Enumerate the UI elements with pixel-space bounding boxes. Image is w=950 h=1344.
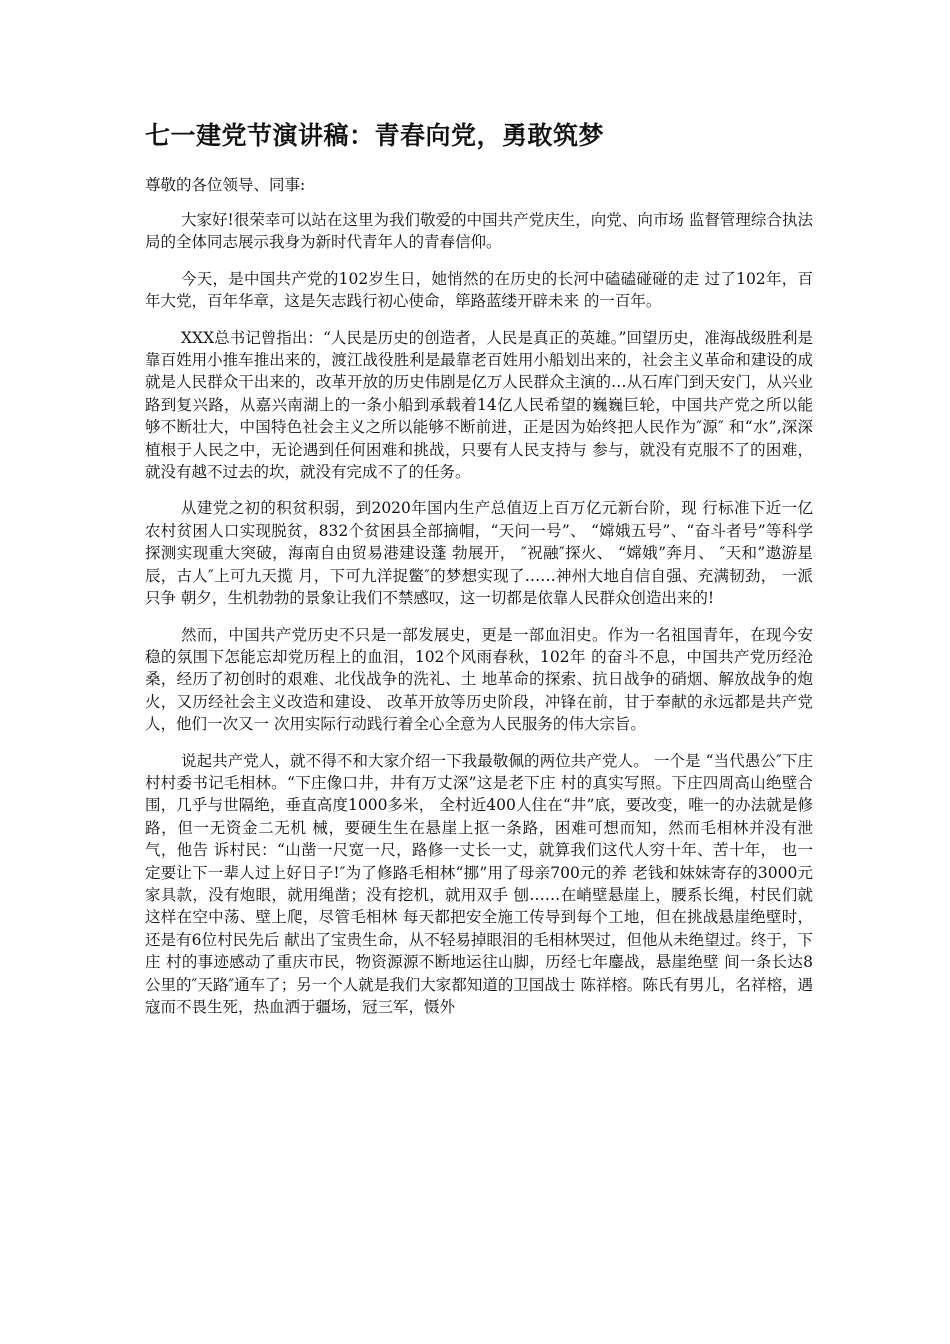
document-body	[145, 209, 813, 1032]
document-title: 七一建党节演讲稿：青春向党，勇敢筑梦	[145, 121, 605, 150]
paragraph-greeting: 大家好!很荣幸可以站在这里为我们敬爱的中国共产党庆生，向党、向市场 监督管理综合执法局的全体同志展示我身为新时代青年人的青春信仰。	[145, 211, 813, 252]
salutation: 尊敬的各位领导、同事:	[145, 176, 306, 194]
paragraph-anniversary: 今天，是中国共产党的102岁生日，她悄然的在历史的长河中磕磕碰碰的走 过了102年，百年大党，百年华章，这是矢志践行初心使命，筚路蓝缕开辟未来 的一百年。	[145, 269, 813, 311]
paragraph-party-history: 然而，中国共产党历史不只是一部发展史，更是一部血泪史。作为一名祖国青年，在现今安稳的氛围下怎能忘却党历程上的血泪，102个风雨春秋，102年 的奋斗不息，中国共产党历经沧桑，经历了初创时的艰难、北伐战争的洗礼、土 地革命的探索、抗日战争的硝烟、解放战争的炮火，又历经社会主义改造和建设、 改革开放等历史阶段，冲锋在前，甘于奉献的永远都是共产党人，他们一次又一 次用实际行动践行着全心全意为人民服务的伟大宗旨。	[145, 625, 813, 734]
paragraph-achievements: 从建党之初的积贫积弱，到2020年国内生产总值迈上百万亿元新台阶，现 行标准下近一亿农村贫困人口实现脱贫，832个贫困县全部摘帽，“天问一号”、 “嫦娥五号”、“奋斗者号”等科学探测实现重大突破，海南自由贸易港建设蓬 勃展开， ″祝融″探火、 “嫦娥”奔月、 ″天和”遨游星辰，古人″上可九天揽 月，下可九洋捉鳖″的梦想实现了……神州大地自信自强、充满韧劲， 一派只争 朝夕，生机勃勃的景象让我们不禁感叹，这一切都是依靠人民群众创造出来的!	[145, 499, 813, 608]
paragraph-people-history: XXX总书记曾指出：“人民是历史的创造者，人民是真正的英雄。”回望历史，准海战级胜利是靠百姓用小推车推出来的，渡江战役胜利是最靠老百姓用小船划出来的，社会主义革命和建设的成就是人民群众干出来的，改革开放的历史伟剧是亿万人民群众主演的…从石库门到天安门，从兴业路到复兴路，从嘉兴南湖上的一条小船到承载着14亿人民希望的巍巍巨轮，中国共产党之所以能够不断壮大，中国特色社会主义之所以能够不断前进，正是因为始终把人民作为″源″ 和“水”,深深植根于人民之中，无论遇到任何困难和挑战，只要有人民支持与 参与，就没有克服不了的困难，就没有越不过去的坎，就没有完成不了的任务。	[145, 328, 813, 482]
paragraph-role-models: 说起共产党人，就不得不和大家介绍一下我最敬佩的两位共产党人。 一个是 “当代愚公″下庄村村委书记毛相林。“下庄像口井，井有万丈深”这是老下庄 村的真实写照。下庄四周高山绝壁合围，几乎与世隔绝，垂直高度1000多米， 全村近400人住在“井”底，要改变，唯一的办法就是修路，但一无资金二无机 械，要硬生生在悬崖上抠一条路，困难可想而知，然而毛相林并没有泄气，他告 诉村民：“山凿一尺宽一尺，路修一丈长一丈，就算我们这代人穷十年、苦十年， 也一定要让下一辈人过上好日子!″为了修路毛相林“挪”用了母亲700元的养 老钱和妹妹寄存的3000元家具款，没有炮眼，就用绳凿；没有挖机，就用双手 刨……在峭壁悬崖上，腰系长绳，村民们就这样在空中荡、壁上爬，尽管毛相林 每天都把安全施工传导到每个工地，但在挑战悬崖绝壁时，还是有6位村民先后 献出了宝贵生命，从不轻易掉眼泪的毛相林哭过，但他从未绝望过。终于，下庄 村的事迹感动了重庆市民，物资源源不断地运往山脚，历经七年鏖战，悬崖绝壁 间一条长达8公里的″天路″通车了；另一个人就是我们大家都知道的卫国战士 陈祥榕。陈氏有男儿，名祥榕，遇寇而不畏生死，热血洒于疆场，冠三军，慑外	[145, 751, 813, 1016]
